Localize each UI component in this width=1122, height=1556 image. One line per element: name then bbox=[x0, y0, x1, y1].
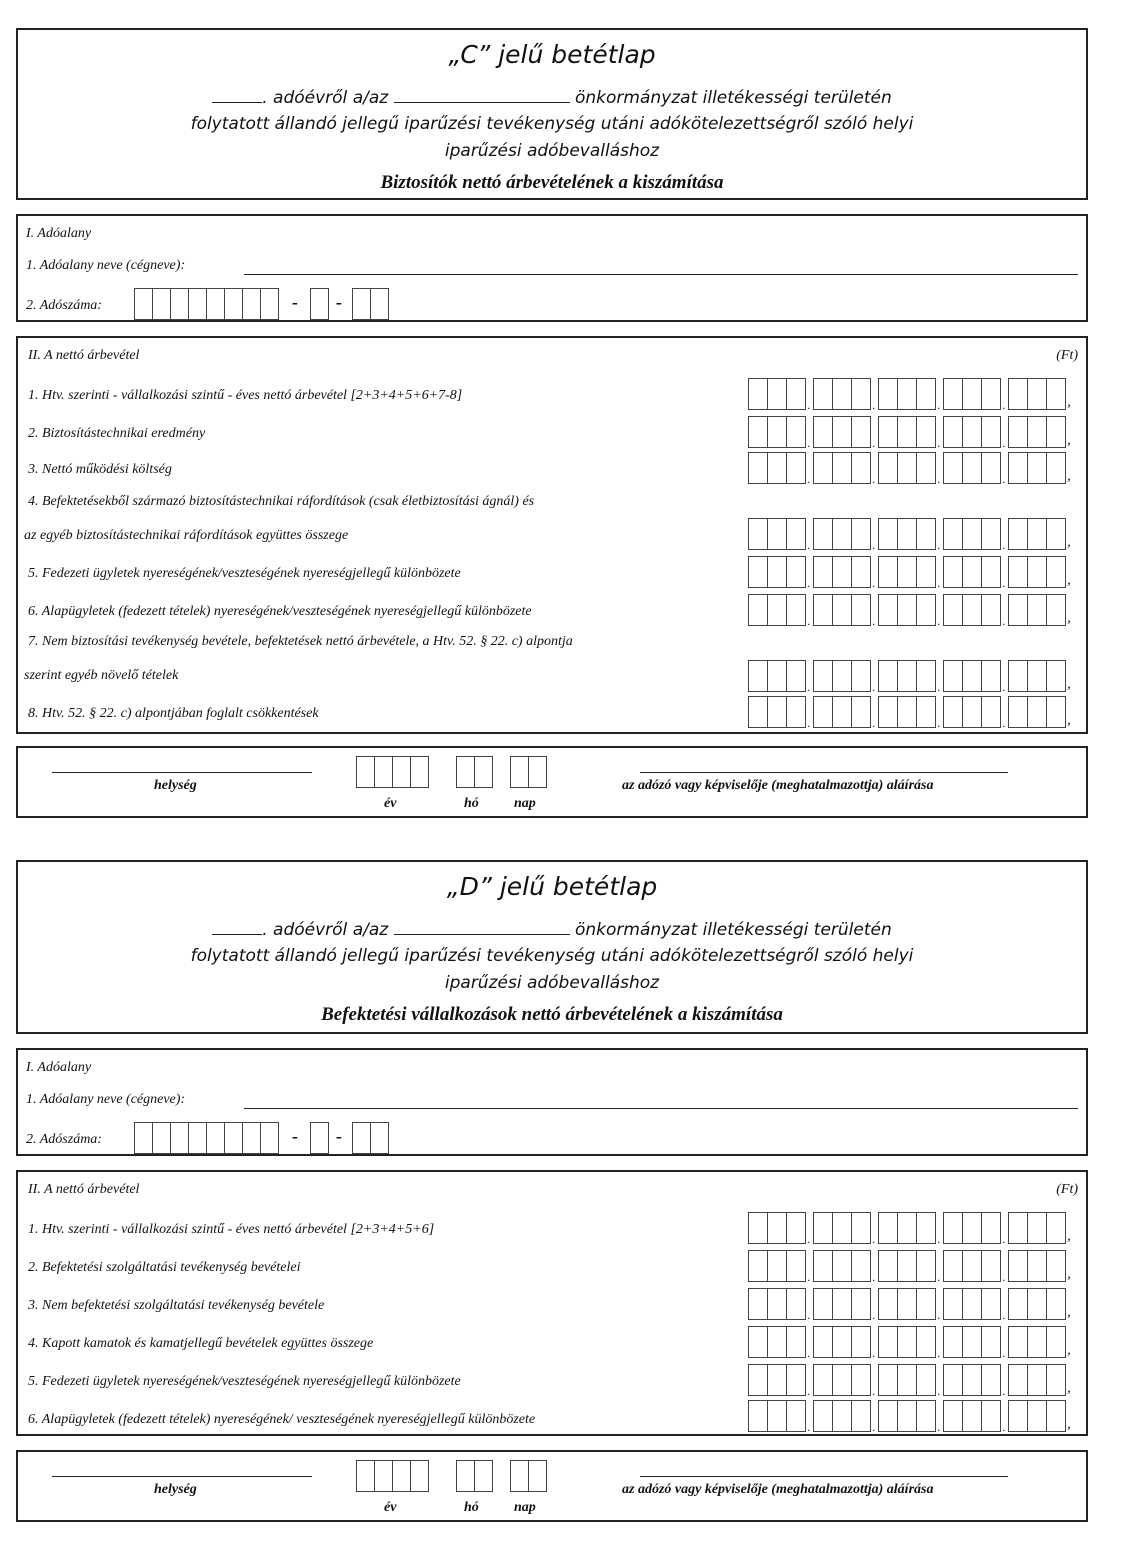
revenue-row-4b: az egyéb biztosítástechnikai ráfordítások együttes összege bbox=[24, 528, 349, 543]
revenue-row-2: 2. Biztosítástechnikai eredmény bbox=[28, 426, 206, 441]
amount-row-7[interactable]: . . . . , bbox=[748, 660, 1073, 692]
municipality-blank[interactable] bbox=[394, 918, 570, 935]
taxnum-part3[interactable] bbox=[352, 288, 388, 320]
signature-field[interactable] bbox=[640, 772, 1008, 773]
year-blank[interactable] bbox=[212, 86, 262, 103]
date-month-cells[interactable] bbox=[456, 1460, 492, 1492]
sheet-c-signature-box bbox=[16, 746, 1088, 818]
amount-row-1[interactable]: . . . . , bbox=[748, 1212, 1073, 1244]
taxpayer-heading: I. Adóalany bbox=[26, 226, 92, 241]
sheet-d-title: „D” jelű betétlap bbox=[446, 872, 658, 901]
sheet-d-revenue-box bbox=[16, 1170, 1088, 1436]
amount-row-2[interactable]: . . . . , bbox=[748, 416, 1073, 448]
date-year-cells[interactable] bbox=[356, 1460, 428, 1492]
sheet-d-signature-box bbox=[16, 1450, 1088, 1522]
taxnum-label: 2. Adószáma: bbox=[26, 298, 102, 313]
sheet-d-header-line3: iparűzési adóbevalláshoz bbox=[444, 973, 660, 993]
signature-label: az adózó vagy képviselője (meghatalmazottja) aláírása bbox=[622, 778, 934, 793]
date-day-cells[interactable] bbox=[510, 1460, 546, 1492]
month-label: hó bbox=[464, 796, 479, 811]
taxnum-dash-2: - bbox=[336, 292, 342, 312]
place-label: helység bbox=[154, 778, 197, 793]
year-label: év bbox=[384, 796, 397, 811]
revenue-row-5: 5. Fedezeti ügyletek nyereségének/veszteségének nyereségjellegű különbözete bbox=[28, 566, 461, 581]
amount-row-4[interactable]: . . . . , bbox=[748, 1326, 1073, 1358]
signature-field[interactable] bbox=[640, 1476, 1008, 1477]
taxnum-dash-1: - bbox=[292, 1126, 298, 1146]
taxpayer-name-field[interactable] bbox=[244, 274, 1078, 275]
revenue-row-8: 8. Htv. 52. § 22. c) alpontjában foglalt csökkentések bbox=[28, 706, 319, 721]
taxnum-dash-1: - bbox=[292, 292, 298, 312]
taxpayer-name-label: 1. Adóalany neve (cégneve): bbox=[26, 258, 186, 273]
revenue-row-6: 6. Alapügyletek (fedezett tételek) nyereségének/ veszteségének nyereségjellegű különbözete bbox=[28, 1412, 536, 1427]
year-label: év bbox=[384, 1500, 397, 1515]
amount-row-3[interactable]: . . . . , bbox=[748, 452, 1073, 484]
amount-row-4[interactable]: . . . . , bbox=[748, 518, 1073, 550]
sheet-d-header-line2: folytatott állandó jellegű iparűzési tevékenység utáni adókötelezettségről szóló helyi bbox=[190, 946, 914, 966]
amount-row-6[interactable]: . . . . , bbox=[748, 1400, 1073, 1432]
date-month-cells[interactable] bbox=[456, 756, 492, 788]
revenue-row-1: 1. Htv. szerinti - vállalkozási szintű - éves nettó árbevétel [2+3+4+5+6+7-8] bbox=[28, 388, 463, 403]
amount-row-1[interactable]: . . . . , bbox=[748, 378, 1073, 410]
date-day-cells[interactable] bbox=[510, 756, 546, 788]
sheet-c-taxpayer-box bbox=[16, 214, 1088, 322]
amount-row-8[interactable]: . . . . , bbox=[748, 696, 1073, 728]
date-year-cells[interactable] bbox=[356, 756, 428, 788]
sheet-c-header-line3: iparűzési adóbevalláshoz bbox=[444, 141, 660, 161]
revenue-row-3: 3. Nettó működési költség bbox=[28, 462, 172, 477]
amount-row-5[interactable]: . . . . , bbox=[748, 1364, 1073, 1396]
taxnum-label: 2. Adószáma: bbox=[26, 1132, 102, 1147]
place-label: helység bbox=[154, 1482, 197, 1497]
signature-label: az adózó vagy képviselője (meghatalmazottja) aláírása bbox=[622, 1482, 934, 1497]
sheet-c-header-line2: folytatott állandó jellegű iparűzési tevékenység utáni adókötelezettségről szóló helyi bbox=[190, 114, 914, 134]
revenue-row-6: 6. Alapügyletek (fedezett tételek) nyereségének/veszteségének nyereségjellegű különbözete bbox=[28, 604, 532, 619]
revenue-row-7b: szerint egyéb növelő tételek bbox=[24, 668, 179, 683]
sheet-d-subtitle: Befektetési vállalkozások nettó árbevételének a kiszámítása bbox=[321, 1004, 783, 1025]
revenue-row-3: 3. Nem befektetési szolgáltatási tevékenység bevétele bbox=[28, 1298, 325, 1313]
month-label: hó bbox=[464, 1500, 479, 1515]
sheet-c-header-line1: . adóévről a/az önkormányzat illetékességi területén bbox=[18, 86, 1086, 108]
taxpayer-name-field[interactable] bbox=[244, 1108, 1078, 1109]
revenue-row-5: 5. Fedezeti ügyletek nyereségének/veszteségének nyereségjellegű különbözete bbox=[28, 1374, 461, 1389]
sheet-c-subtitle: Biztosítók nettó árbevételének a kiszámítása bbox=[380, 172, 724, 193]
revenue-heading: II. A nettó árbevétel bbox=[28, 348, 140, 363]
sheet-d-taxpayer-box bbox=[16, 1048, 1088, 1156]
taxnum-part2[interactable] bbox=[310, 288, 328, 320]
amount-row-6[interactable]: . . . . , bbox=[748, 594, 1073, 626]
sheet-c-header-box bbox=[16, 28, 1088, 200]
municipality-blank[interactable] bbox=[394, 86, 570, 103]
amount-row-3[interactable]: . . . . , bbox=[748, 1288, 1073, 1320]
sheet-d-header-box bbox=[16, 860, 1088, 1034]
place-field[interactable] bbox=[52, 772, 312, 773]
taxnum-part1[interactable] bbox=[134, 1122, 278, 1154]
revenue-row-1: 1. Htv. szerinti - vállalkozási szintű - éves nettó árbevétel [2+3+4+5+6] bbox=[28, 1222, 435, 1237]
taxnum-part2[interactable] bbox=[310, 1122, 328, 1154]
unit-label: (Ft) bbox=[1056, 1182, 1078, 1197]
sheet-c-revenue-box bbox=[16, 336, 1088, 734]
amount-row-5[interactable]: . . . . , bbox=[748, 556, 1073, 588]
taxnum-part1[interactable] bbox=[134, 288, 278, 320]
revenue-row-2: 2. Befektetési szolgáltatási tevékenység bevételei bbox=[28, 1260, 301, 1275]
taxpayer-name-label: 1. Adóalany neve (cégneve): bbox=[26, 1092, 186, 1107]
day-label: nap bbox=[514, 1500, 536, 1515]
revenue-heading: II. A nettó árbevétel bbox=[28, 1182, 140, 1197]
sheet-c-title: „C” jelű betétlap bbox=[448, 40, 656, 69]
revenue-row-7a: 7. Nem biztosítási tevékenység bevétele, befektetések nettó árbevétele, a Htv. 52. § 22. c) alpontja bbox=[28, 634, 573, 649]
sheet-d-header-line1: . adóévről a/az önkormányzat illetékességi területén bbox=[18, 918, 1086, 940]
taxnum-dash-2: - bbox=[336, 1126, 342, 1146]
taxpayer-heading: I. Adóalany bbox=[26, 1060, 92, 1075]
day-label: nap bbox=[514, 796, 536, 811]
taxnum-part3[interactable] bbox=[352, 1122, 388, 1154]
unit-label: (Ft) bbox=[1056, 348, 1078, 363]
amount-row-2[interactable]: . . . . , bbox=[748, 1250, 1073, 1282]
year-blank[interactable] bbox=[212, 918, 262, 935]
revenue-row-4a: 4. Befektetésekből származó biztosítástechnikai ráfordítások (csak életbiztosítási ágnál) és bbox=[28, 494, 535, 509]
revenue-row-4: 4. Kapott kamatok és kamatjellegű bevételek együttes összege bbox=[28, 1336, 374, 1351]
place-field[interactable] bbox=[52, 1476, 312, 1477]
